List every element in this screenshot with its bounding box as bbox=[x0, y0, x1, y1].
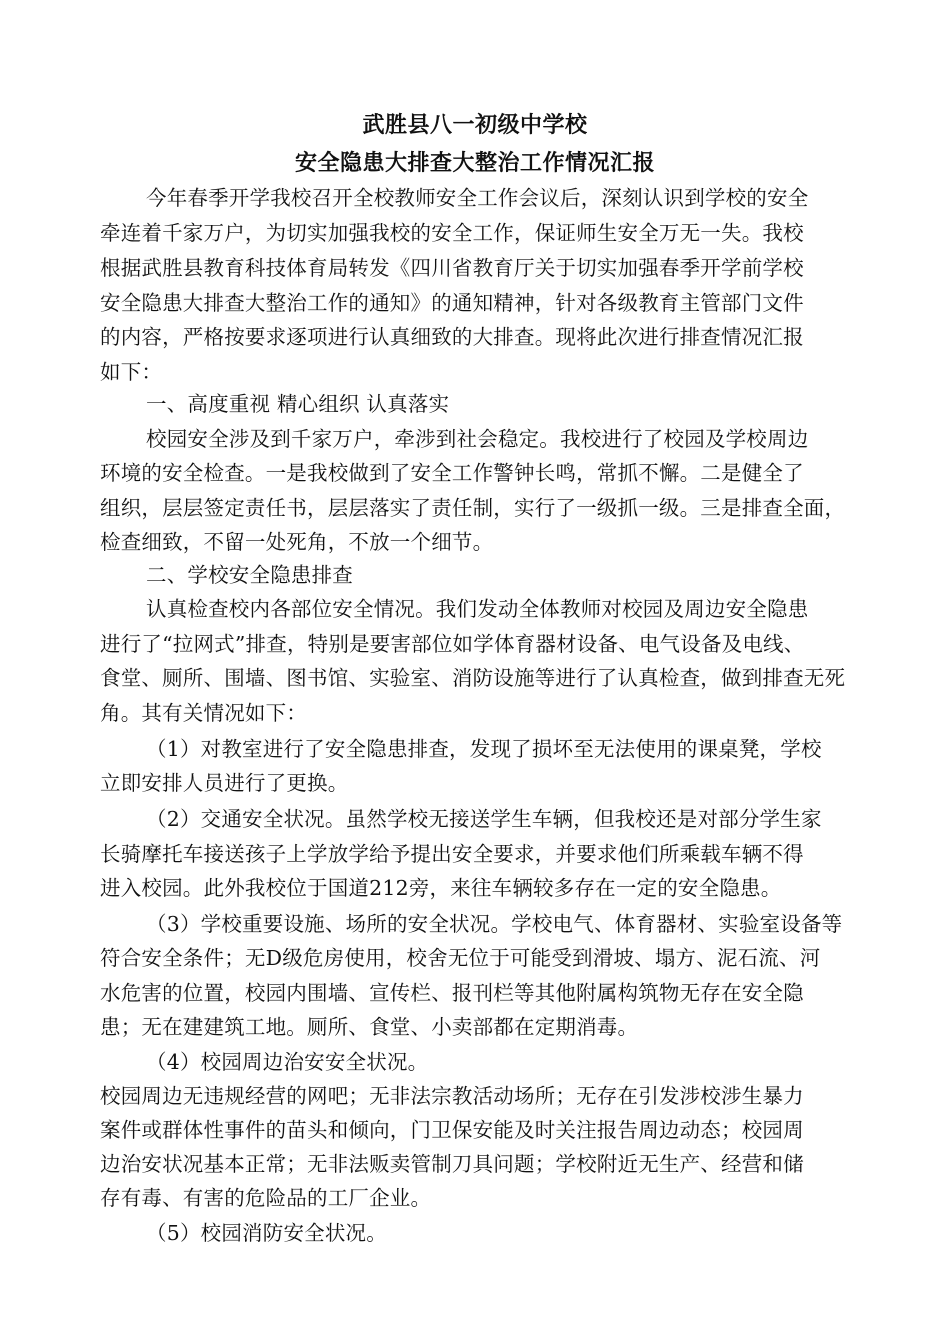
paragraph-line: 牵连着千家万户，为切实加强我校的安全工作，保证师生安全万无一失。我校 bbox=[100, 221, 804, 245]
list-item-line: （2）交通安全状况。虽然学校无接送学生车辆，但我校还是对部分学生家 bbox=[146, 807, 822, 831]
list-item-line: 校园周边无违规经营的网吧；无非法宗教活动场所；无存在引发涉校涉生暴力 bbox=[100, 1084, 804, 1108]
list-item-line: 存有毒、有害的危险品的工厂企业。 bbox=[100, 1186, 432, 1210]
list-item-line: 长骑摩托车接送孩子上学放学给予提出安全要求，并要求他们所乘载车辆不得 bbox=[100, 842, 804, 866]
paragraph-line: 角。其有关情况如下： bbox=[100, 701, 307, 725]
list-item-line: 案件或群体性事件的苗头和倾向，门卫保安能及时关注报告周边动态；校园周 bbox=[100, 1118, 804, 1142]
paragraph-line: 如下： bbox=[100, 360, 163, 384]
section-heading: 一、高度重视 精心组织 认真落实 bbox=[146, 392, 450, 416]
list-item-line: 患；无在建建筑工地。厕所、食堂、小卖部都在定期消毒。 bbox=[100, 1015, 639, 1039]
paragraph-line: 安全隐患大排查大整治工作的通知》的通知精神，针对各级教育主管部门文件 bbox=[100, 291, 804, 315]
paragraph-line: 校园安全涉及到千家万户，牵涉到社会稳定。我校进行了校园及学校周边 bbox=[146, 427, 809, 451]
list-item-line: 边治安状况基本正常；无非法贩卖管制刀具问题；学校附近无生产、经营和储 bbox=[100, 1152, 804, 1176]
paragraph-line: 检查细致，不留一处死角，不放一个细节。 bbox=[100, 530, 494, 554]
list-item-line: 符合安全条件；无D级危房使用，校舍无位于可能受到滑坡、塌方、泥石流、河 bbox=[100, 946, 821, 970]
paragraph-line: 的内容，严格按要求逐项进行认真细致的大排查。现将此次进行排查情况汇报 bbox=[100, 325, 804, 349]
list-item-line: （1）对教室进行了安全隐患排查，发现了损坏至无法使用的课桌凳，学校 bbox=[146, 737, 822, 761]
list-item-line: （3）学校重要设施、场所的安全状况。学校电气、体育器材、实验室设备等 bbox=[146, 912, 843, 936]
paragraph-line: 认真检查校内各部位安全情况。我们发动全体教师对校园及周边安全隐患 bbox=[146, 597, 809, 621]
list-item-line: 进入校园。此外我校位于国道212旁，来往车辆较多存在一定的安全隐患。 bbox=[100, 876, 782, 900]
document-title-line-1: 武胜县八一初级中学校 bbox=[362, 112, 588, 138]
paragraph-line: 进行了“拉网式”排查，特别是要害部位如学体育器材设备、电气设备及电线、 bbox=[100, 632, 805, 656]
paragraph-line: 组织，层层签定责任书，层层落实了责任制，实行了一级抓一级。三是排查全面， bbox=[100, 496, 846, 520]
document-title-line-2: 安全隐患大排查大整治工作情况汇报 bbox=[294, 150, 655, 176]
list-item-line: 立即安排人员进行了更换。 bbox=[100, 771, 349, 795]
section-heading: 二、学校安全隐患排查 bbox=[146, 563, 353, 587]
paragraph-line: 环境的安全检查。一是我校做到了安全工作警钟长鸣，常抓不懈。二是健全了 bbox=[100, 461, 804, 485]
paragraph-line: 食堂、厕所、围墙、图书馆、实验室、消防设施等进行了认真检查，做到排查无死 bbox=[100, 666, 846, 690]
list-item-line: （5）校园消防安全状况。 bbox=[146, 1221, 387, 1245]
list-item-line: 水危害的位置，校园内围墙、宣传栏、报刊栏等其他附属构筑物无存在安全隐 bbox=[100, 981, 804, 1005]
paragraph-line: 今年春季开学我校召开全校教师安全工作会议后，深刻认识到学校的安全 bbox=[146, 186, 809, 210]
list-item-line: （4）校园周边治安安全状况。 bbox=[146, 1050, 429, 1074]
paragraph-line: 根据武胜县教育科技体育局转发《四川省教育厅关于切实加强春季开学前学校 bbox=[100, 256, 804, 280]
